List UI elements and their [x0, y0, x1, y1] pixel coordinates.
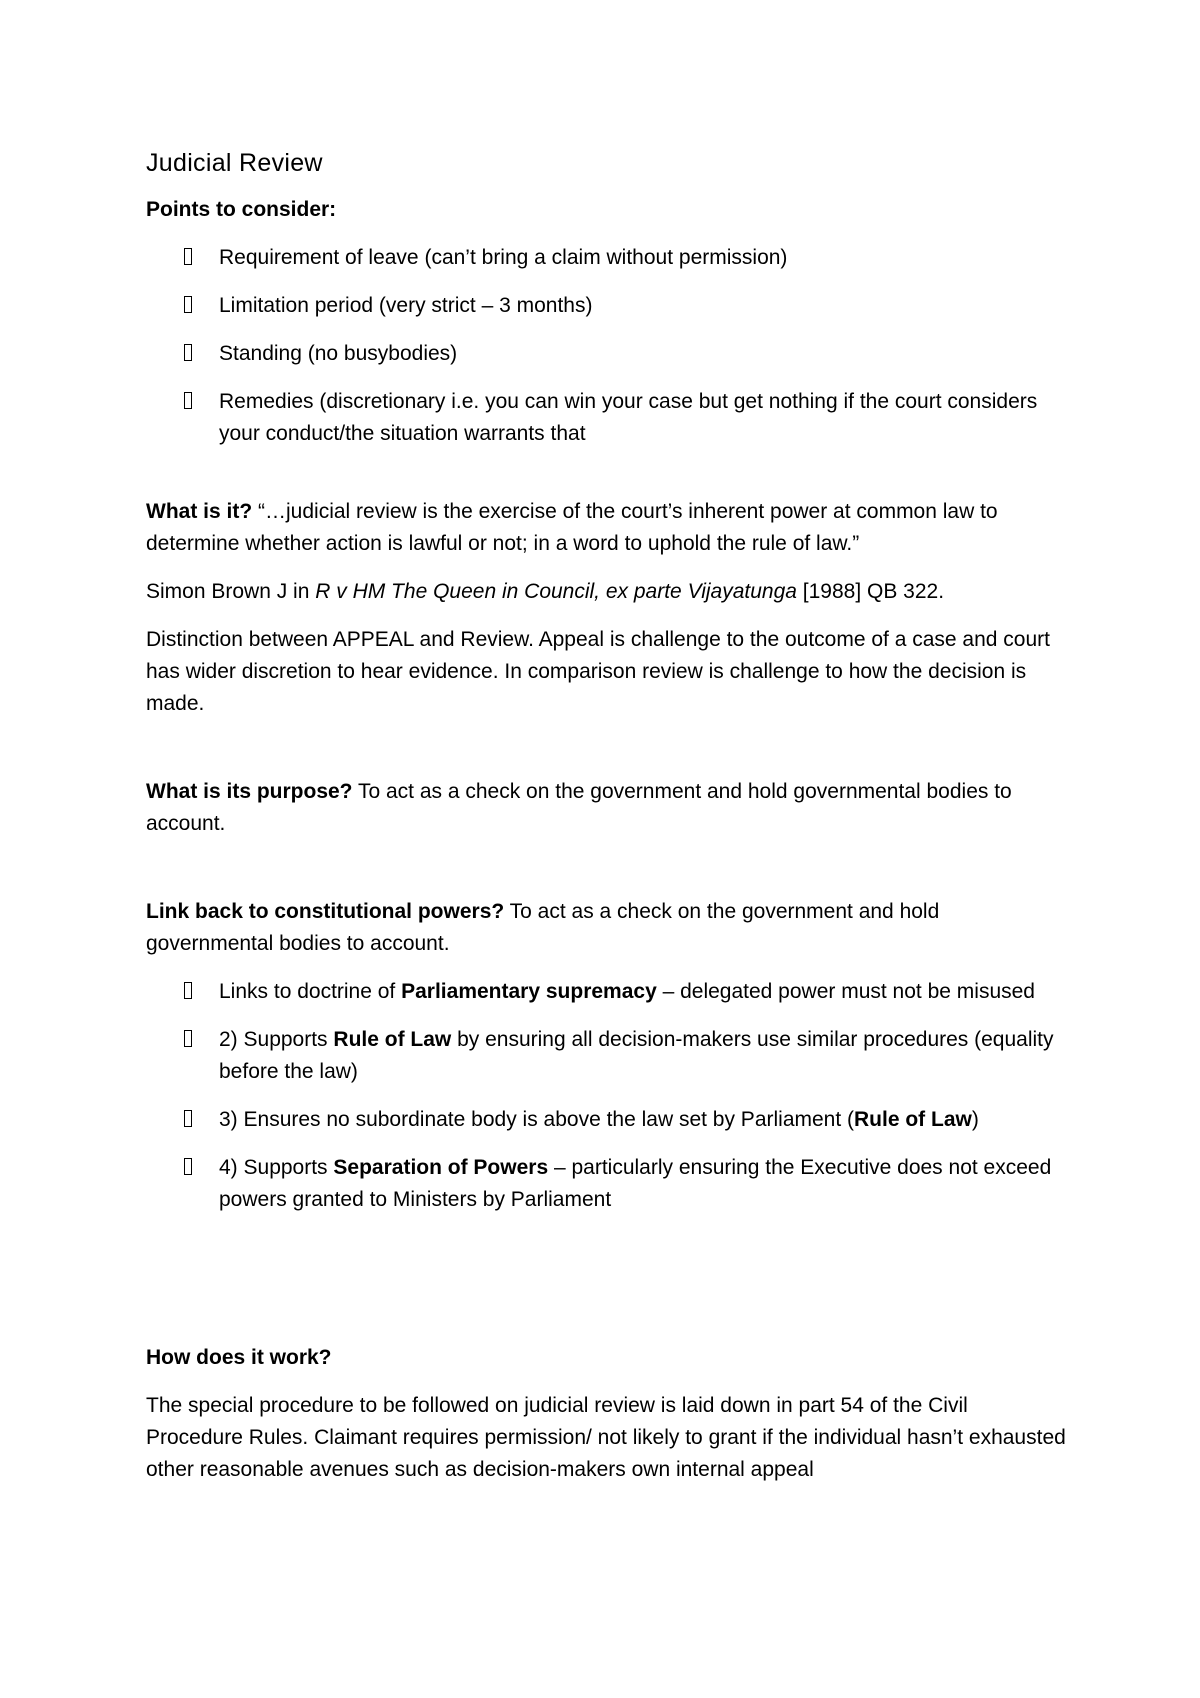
- what-paragraph: [146, 496, 1066, 560]
- list-item: 4) Supports Separation of Powers – particularly ensuring the Executive does not exceed powers granted to Ministers by Parliament: [146, 1152, 1066, 1216]
- link-paragraph: Link back to constitutional powers? To act as a check on the government and hold governmental bodies to account.: [146, 900, 940, 955]
- link-label: Link back to constitutional powers?: [146, 900, 505, 923]
- missing-glyph-icon: [184, 1030, 192, 1047]
- missing-glyph-icon: [184, 982, 192, 999]
- missing-glyph-icon: [184, 296, 192, 313]
- what-quote: “…judicial review is the exercise of the court’s inherent power at common law to determine whether action is lawful or not; in a word to uphold the rule of law.”: [146, 500, 998, 555]
- list-item: Links to doctrine of Parliamentary supremacy – delegated power must not be misused: [146, 976, 1066, 1008]
- missing-glyph-icon: [184, 1158, 192, 1175]
- list-item: Standing (no busybodies): [146, 338, 1066, 370]
- how-paragraph: The special procedure to be followed on judicial review is laid down in part 54 of the Civil Procedure Rules. Claimant requires permission/ not likely to grant if the individual hasn’t exhausted other reasonable avenues such as decision-makers own internal appeal: [146, 1394, 1066, 1481]
- what-label: What is it?: [146, 500, 253, 523]
- missing-glyph-icon: [184, 248, 192, 265]
- list-item: 2) Supports Rule of Law by ensuring all decision-makers use similar procedures (equality before the law): [146, 1024, 1066, 1088]
- page-title: Judicial Review: [146, 149, 323, 177]
- list-item: Limitation period (very strict – 3 months): [146, 290, 1066, 322]
- case-name: R v HM The Queen in Council, ex parte Vijayatunga: [315, 580, 797, 603]
- missing-glyph-icon: [184, 1110, 192, 1127]
- points-list: [146, 242, 1066, 450]
- missing-glyph-icon: [184, 392, 192, 409]
- list-item: Requirement of leave (can’t bring a claim without permission): [146, 242, 1066, 274]
- missing-glyph-icon: [184, 344, 192, 361]
- purpose-label: What is its purpose?: [146, 780, 353, 803]
- how-heading: How does it work?: [146, 1346, 332, 1369]
- purpose-paragraph: What is its purpose? To act as a check on the government and hold governmental bodies to account.: [146, 780, 1012, 835]
- distinction-paragraph: Distinction between APPEAL and Review. Appeal is challenge to the outcome of a case and court has wider discretion to hear evidence. In comparison review is challenge to how the decision is made.: [146, 628, 1050, 715]
- document-body: [146, 146, 1066, 1502]
- list-item: 3) Ensures no subordinate body is above the law set by Parliament (Rule of Law): [146, 1104, 1066, 1136]
- citation: Simon Brown J in R v HM The Queen in Council, ex parte Vijayatunga [1988] QB 322.: [146, 580, 945, 603]
- points-heading: Points to consider:: [146, 198, 337, 221]
- list-item: Remedies (discretionary i.e. you can win your case but get nothing if the court considers your conduct/the situation warrants that: [146, 386, 1066, 450]
- link-list: [146, 976, 1066, 1216]
